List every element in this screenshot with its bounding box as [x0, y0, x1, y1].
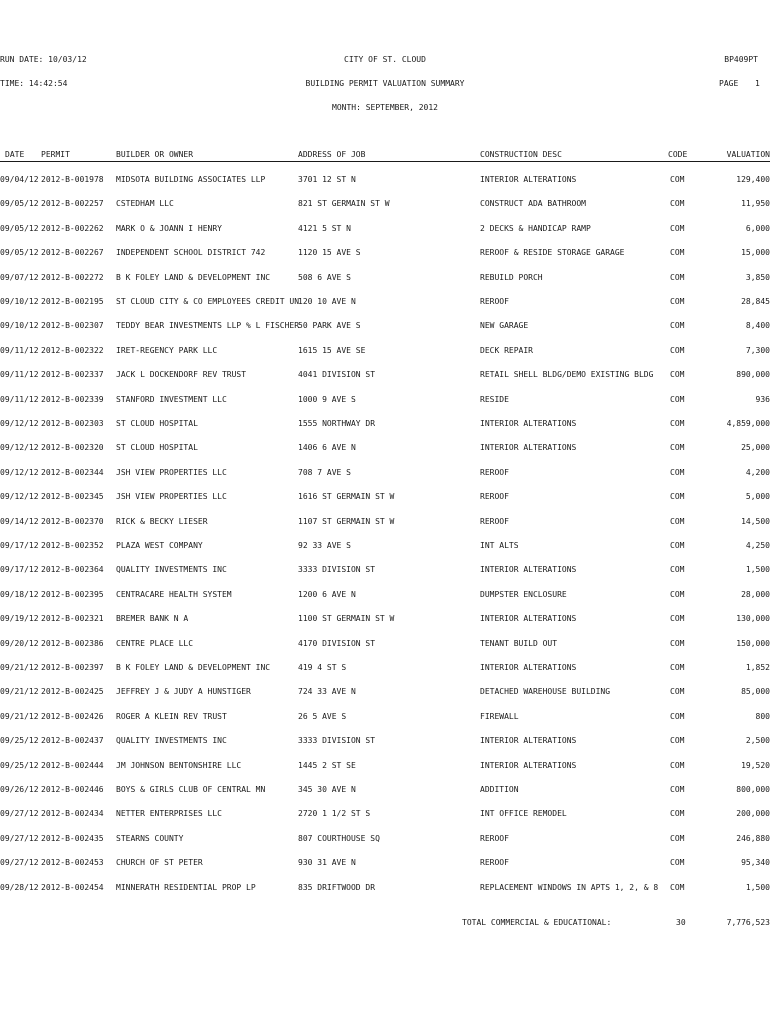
table-row	[0, 541, 770, 553]
cell-owner: B K FOLEY LAND & DEVELOPMENT INC	[116, 663, 271, 672]
cell-code: COM	[670, 443, 685, 452]
cell-address: 1615 15 AVE SE	[298, 346, 366, 355]
table-row	[0, 492, 770, 504]
cell-code: COM	[670, 761, 685, 770]
cell-code: COM	[670, 419, 685, 428]
cell-address: 50 PARK AVE S	[298, 321, 361, 330]
cell-code: COM	[670, 370, 685, 379]
table-row	[0, 419, 770, 431]
cell-desc: INT ALTS	[480, 541, 519, 550]
cell-address: 4121 5 ST N	[298, 224, 351, 233]
cell-desc: INT OFFICE REMODEL	[480, 809, 567, 818]
cell-desc: REROOF	[480, 517, 509, 526]
table-row	[0, 663, 770, 675]
cell-date: 09/11/12	[0, 346, 39, 355]
column-header-code: CODE	[668, 150, 688, 159]
organization-name: CITY OF ST. CLOUD	[344, 55, 426, 64]
cell-owner: STANFORD INVESTMENT LLC	[116, 395, 227, 404]
cell-desc: DECK REPAIR	[480, 346, 533, 355]
total-count: 30	[676, 918, 686, 927]
cell-permit: 2012-B-002446	[41, 785, 104, 794]
cell-code: COM	[670, 297, 685, 306]
cell-date: 09/14/12	[0, 517, 39, 526]
cell-date: 09/12/12	[0, 443, 39, 452]
cell-address: 4170 DIVISION ST	[298, 639, 376, 648]
cell-valuation: 4,200	[745, 468, 770, 477]
cell-address: 835 DRIFTWOOD DR	[298, 883, 376, 892]
cell-permit: 2012-B-002195	[41, 297, 104, 306]
total-label: TOTAL COMMERCIAL & EDUCATIONAL:	[462, 918, 612, 927]
run-time: TIME: 14:42:54	[0, 79, 68, 88]
table-row	[0, 395, 770, 407]
table-row	[0, 370, 770, 382]
cell-valuation: 11,950	[741, 199, 770, 208]
cell-permit: 2012-B-002437	[41, 736, 104, 745]
table-row	[0, 712, 770, 724]
cell-address: 3333 DIVISION ST	[298, 565, 376, 574]
cell-date: 09/17/12	[0, 541, 39, 550]
cell-address: 92 33 AVE S	[298, 541, 351, 550]
cell-date: 09/05/12	[0, 224, 39, 233]
cell-date: 09/12/12	[0, 419, 39, 428]
cell-desc: NEW GARAGE	[480, 321, 529, 330]
cell-address: 1000 9 AVE S	[298, 395, 356, 404]
cell-owner: CHURCH OF ST PETER	[116, 858, 203, 867]
cell-valuation: 800	[755, 712, 770, 721]
cell-valuation: 4,859,000	[726, 419, 770, 428]
cell-address: 1107 ST GERMAIN ST W	[298, 517, 395, 526]
cell-valuation: 800,000	[736, 785, 770, 794]
report-month: MONTH: SEPTEMBER, 2012	[332, 103, 438, 112]
cell-address: 508 6 AVE S	[298, 273, 351, 282]
cell-valuation: 1,500	[745, 565, 770, 574]
cell-code: COM	[670, 517, 685, 526]
cell-desc: REROOF	[480, 297, 509, 306]
cell-owner: MARK O & JOANN I HENRY	[116, 224, 222, 233]
cell-permit: 2012-B-002454	[41, 883, 104, 892]
cell-code: COM	[670, 883, 685, 892]
cell-owner: ST CLOUD HOSPITAL	[116, 443, 198, 452]
cell-code: COM	[670, 565, 685, 574]
cell-valuation: 936	[755, 395, 770, 404]
page-number: 1	[755, 79, 760, 88]
cell-date: 09/28/12	[0, 883, 39, 892]
cell-address: 724 33 AVE N	[298, 687, 356, 696]
cell-owner: IRET-REGENCY PARK LLC	[116, 346, 218, 355]
cell-valuation: 28,845	[741, 297, 770, 306]
cell-valuation: 6,000	[745, 224, 770, 233]
cell-address: 807 COURTHOUSE SQ	[298, 834, 380, 843]
cell-date: 09/26/12	[0, 785, 39, 794]
cell-owner: B K FOLEY LAND & DEVELOPMENT INC	[116, 273, 271, 282]
cell-valuation: 200,000	[736, 809, 770, 818]
cell-desc: REBUILD PORCH	[480, 273, 543, 282]
page-label: PAGE	[719, 79, 739, 88]
cell-date: 09/11/12	[0, 395, 39, 404]
cell-date: 09/21/12	[0, 687, 39, 696]
cell-code: COM	[670, 321, 685, 330]
cell-address: 1406 6 AVE N	[298, 443, 356, 452]
cell-desc: REROOF	[480, 858, 509, 867]
cell-code: COM	[670, 687, 685, 696]
cell-owner: TEDDY BEAR INVESTMENTS LLP % L FISCHER	[116, 321, 300, 330]
cell-desc: 2 DECKS & HANDICAP RAMP	[480, 224, 591, 233]
cell-date: 09/11/12	[0, 370, 39, 379]
cell-desc: INTERIOR ALTERATIONS	[480, 443, 577, 452]
cell-permit: 2012-B-002267	[41, 248, 104, 257]
cell-desc: DETACHED WAREHOUSE BUILDING	[480, 687, 611, 696]
cell-date: 09/05/12	[0, 199, 39, 208]
cell-owner: ST CLOUD CITY & CO EMPLOYEES CREDIT UN	[116, 297, 300, 306]
cell-desc: INTERIOR ALTERATIONS	[480, 736, 577, 745]
cell-valuation: 1,852	[745, 663, 770, 672]
cell-owner: RICK & BECKY LIESER	[116, 517, 208, 526]
report-title: BUILDING PERMIT VALUATION SUMMARY	[305, 79, 465, 88]
cell-date: 09/25/12	[0, 736, 39, 745]
cell-owner: QUALITY INVESTMENTS INC	[116, 565, 227, 574]
cell-valuation: 19,520	[741, 761, 770, 770]
table-row	[0, 834, 770, 846]
cell-code: COM	[670, 468, 685, 477]
cell-valuation: 25,000	[741, 443, 770, 452]
cell-address: 3701 12 ST N	[298, 175, 356, 184]
cell-valuation: 1,500	[745, 883, 770, 892]
report-code: BP409PT	[724, 55, 758, 64]
cell-owner: STEARNS COUNTY	[116, 834, 184, 843]
cell-owner: MINNERATH RESIDENTIAL PROP LP	[116, 883, 256, 892]
cell-permit: 2012-B-002262	[41, 224, 104, 233]
column-header-date: DATE	[5, 150, 25, 159]
cell-valuation: 28,000	[741, 590, 770, 599]
table-row	[0, 199, 770, 211]
cell-desc: ADDITION	[480, 785, 519, 794]
cell-valuation: 150,000	[736, 639, 770, 648]
table-row	[0, 639, 770, 651]
cell-address: 1100 ST GERMAIN ST W	[298, 614, 395, 623]
cell-address: 1120 15 AVE S	[298, 248, 361, 257]
cell-permit: 2012-B-002435	[41, 834, 104, 843]
cell-permit: 2012-B-002352	[41, 541, 104, 550]
cell-address: 1445 2 ST SE	[298, 761, 356, 770]
cell-owner: JACK L DOCKENDORF REV TRUST	[116, 370, 247, 379]
cell-code: COM	[670, 224, 685, 233]
column-header-row	[0, 150, 770, 162]
table-row	[0, 809, 770, 821]
cell-permit: 2012-B-002322	[41, 346, 104, 355]
cell-valuation: 4,250	[745, 541, 770, 550]
table-row	[0, 736, 770, 748]
cell-address: 4041 DIVISION ST	[298, 370, 376, 379]
cell-date: 09/17/12	[0, 565, 39, 574]
cell-permit: 2012-B-002453	[41, 858, 104, 867]
cell-permit: 2012-B-002426	[41, 712, 104, 721]
table-row	[0, 321, 770, 333]
cell-owner: BREMER BANK N A	[116, 614, 189, 623]
cell-address: 26 5 AVE S	[298, 712, 347, 721]
table-row	[0, 883, 770, 895]
cell-address: 2720 1 1/2 ST S	[298, 809, 371, 818]
cell-date: 09/21/12	[0, 663, 39, 672]
cell-desc: INTERIOR ALTERATIONS	[480, 565, 577, 574]
cell-desc: DUMPSTER ENCLOSURE	[480, 590, 567, 599]
cell-desc: FIREWALL	[480, 712, 519, 721]
cell-permit: 2012-B-002344	[41, 468, 104, 477]
cell-code: COM	[670, 785, 685, 794]
cell-permit: 2012-B-002425	[41, 687, 104, 696]
cell-valuation: 14,500	[741, 517, 770, 526]
cell-owner: MIDSOTA BUILDING ASSOCIATES LLP	[116, 175, 266, 184]
cell-date: 09/18/12	[0, 590, 39, 599]
cell-date: 09/05/12	[0, 248, 39, 257]
table-row	[0, 297, 770, 309]
cell-permit: 2012-B-002339	[41, 395, 104, 404]
table-row	[0, 761, 770, 773]
cell-code: COM	[670, 834, 685, 843]
cell-date: 09/20/12	[0, 639, 39, 648]
cell-valuation: 246,880	[736, 834, 770, 843]
total-row	[0, 918, 770, 930]
cell-valuation: 3,850	[745, 273, 770, 282]
cell-owner: ST CLOUD HOSPITAL	[116, 419, 198, 428]
cell-permit: 2012-B-002320	[41, 443, 104, 452]
cell-address: 3333 DIVISION ST	[298, 736, 376, 745]
cell-code: COM	[670, 273, 685, 282]
cell-desc: RESIDE	[480, 395, 509, 404]
cell-desc: REROOF	[480, 492, 509, 501]
cell-owner: PLAZA WEST COMPANY	[116, 541, 203, 550]
cell-code: COM	[670, 736, 685, 745]
cell-date: 09/10/12	[0, 297, 39, 306]
cell-date: 09/10/12	[0, 321, 39, 330]
cell-permit: 2012-B-002321	[41, 614, 104, 623]
cell-permit: 2012-B-002386	[41, 639, 104, 648]
table-row	[0, 224, 770, 236]
cell-owner: ROGER A KLEIN REV TRUST	[116, 712, 227, 721]
cell-address: 345 30 AVE N	[298, 785, 356, 794]
cell-desc: CONSTRUCT ADA BATHROOM	[480, 199, 586, 208]
cell-code: COM	[670, 492, 685, 501]
cell-code: COM	[670, 248, 685, 257]
cell-owner: JSH VIEW PROPERTIES LLC	[116, 468, 227, 477]
cell-code: COM	[670, 395, 685, 404]
cell-owner: JM JOHNSON BENTONSHIRE LLC	[116, 761, 242, 770]
cell-valuation: 890,000	[736, 370, 770, 379]
table-row	[0, 687, 770, 699]
cell-desc: INTERIOR ALTERATIONS	[480, 175, 577, 184]
cell-desc: INTERIOR ALTERATIONS	[480, 419, 577, 428]
cell-code: COM	[670, 809, 685, 818]
cell-permit: 2012-B-002303	[41, 419, 104, 428]
cell-valuation: 95,340	[741, 858, 770, 867]
cell-code: COM	[670, 712, 685, 721]
cell-address: 930 31 AVE N	[298, 858, 356, 867]
cell-code: COM	[670, 639, 685, 648]
cell-desc: INTERIOR ALTERATIONS	[480, 614, 577, 623]
cell-owner: JEFFREY J & JUDY A HUNSTIGER	[116, 687, 251, 696]
cell-desc: RETAIL SHELL BLDG/DEMO EXISTING BLDG	[480, 370, 654, 379]
table-row	[0, 175, 770, 187]
total-valuation: 7,776,523	[726, 918, 770, 927]
cell-address: 419 4 ST S	[298, 663, 347, 672]
cell-owner: NETTER ENTERPRISES LLC	[116, 809, 222, 818]
cell-permit: 2012-B-002397	[41, 663, 104, 672]
cell-permit: 2012-B-002364	[41, 565, 104, 574]
cell-address: 1616 ST GERMAIN ST W	[298, 492, 395, 501]
cell-permit: 2012-B-002370	[41, 517, 104, 526]
cell-date: 09/19/12	[0, 614, 39, 623]
cell-valuation: 129,400	[736, 175, 770, 184]
cell-code: COM	[670, 614, 685, 623]
cell-date: 09/12/12	[0, 468, 39, 477]
cell-permit: 2012-B-002272	[41, 273, 104, 282]
cell-permit: 2012-B-002434	[41, 809, 104, 818]
cell-desc: INTERIOR ALTERATIONS	[480, 663, 577, 672]
cell-code: COM	[670, 541, 685, 550]
cell-desc: REROOF	[480, 468, 509, 477]
cell-date: 09/04/12	[0, 175, 39, 184]
cell-owner: BOYS & GIRLS CLUB OF CENTRAL MN	[116, 785, 266, 794]
table-row	[0, 468, 770, 480]
cell-desc: REROOF	[480, 834, 509, 843]
cell-valuation: 7,300	[745, 346, 770, 355]
cell-code: COM	[670, 346, 685, 355]
cell-address: 1555 NORTHWAY DR	[298, 419, 376, 428]
cell-date: 09/27/12	[0, 858, 39, 867]
cell-address: 821 ST GERMAIN ST W	[298, 199, 390, 208]
cell-owner: JSH VIEW PROPERTIES LLC	[116, 492, 227, 501]
cell-address: 708 7 AVE S	[298, 468, 351, 477]
cell-valuation: 15,000	[741, 248, 770, 257]
cell-date: 09/27/12	[0, 834, 39, 843]
cell-permit: 2012-B-002395	[41, 590, 104, 599]
cell-valuation: 5,000	[745, 492, 770, 501]
cell-code: COM	[670, 175, 685, 184]
cell-date: 09/21/12	[0, 712, 39, 721]
cell-desc: REPLACEMENT WINDOWS IN APTS 1, 2, & 8	[480, 883, 659, 892]
cell-desc: TENANT BUILD OUT	[480, 639, 558, 648]
table-row	[0, 517, 770, 529]
table-row	[0, 614, 770, 626]
cell-code: COM	[670, 663, 685, 672]
table-row	[0, 248, 770, 260]
table-row	[0, 443, 770, 455]
column-header-owner: BUILDER OR OWNER	[116, 150, 194, 159]
cell-date: 09/12/12	[0, 492, 39, 501]
cell-date: 09/25/12	[0, 761, 39, 770]
column-header-valuation: VALUATION	[726, 150, 770, 159]
cell-valuation: 130,000	[736, 614, 770, 623]
cell-address: 120 10 AVE N	[298, 297, 356, 306]
column-header-permit: PERMIT	[41, 150, 70, 159]
cell-permit: 2012-B-002257	[41, 199, 104, 208]
cell-owner: CSTEDHAM LLC	[116, 199, 174, 208]
table-row	[0, 590, 770, 602]
cell-owner: CENTRACARE HEALTH SYSTEM	[116, 590, 232, 599]
cell-permit: 2012-B-002444	[41, 761, 104, 770]
run-date: RUN DATE: 10/03/12	[0, 55, 87, 64]
cell-address: 1200 6 AVE N	[298, 590, 356, 599]
cell-desc: INTERIOR ALTERATIONS	[480, 761, 577, 770]
cell-code: COM	[670, 858, 685, 867]
cell-owner: CENTRE PLACE LLC	[116, 639, 194, 648]
cell-valuation: 8,400	[745, 321, 770, 330]
table-row	[0, 565, 770, 577]
cell-permit: 2012-B-002337	[41, 370, 104, 379]
table-row	[0, 785, 770, 797]
cell-valuation: 85,000	[741, 687, 770, 696]
table-row	[0, 346, 770, 358]
cell-date: 09/07/12	[0, 273, 39, 282]
cell-code: COM	[670, 199, 685, 208]
cell-permit: 2012-B-002345	[41, 492, 104, 501]
table-row	[0, 858, 770, 870]
cell-valuation: 2,500	[745, 736, 770, 745]
cell-owner: INDEPENDENT SCHOOL DISTRICT 742	[116, 248, 266, 257]
cell-permit: 2012-B-002307	[41, 321, 104, 330]
cell-code: COM	[670, 590, 685, 599]
cell-desc: REROOF & RESIDE STORAGE GARAGE	[480, 248, 625, 257]
table-row	[0, 273, 770, 285]
cell-owner: QUALITY INVESTMENTS INC	[116, 736, 227, 745]
cell-permit: 2012-B-001978	[41, 175, 104, 184]
cell-date: 09/27/12	[0, 809, 39, 818]
column-header-desc: CONSTRUCTION DESC	[480, 150, 562, 159]
column-header-address: ADDRESS OF JOB	[298, 150, 366, 159]
